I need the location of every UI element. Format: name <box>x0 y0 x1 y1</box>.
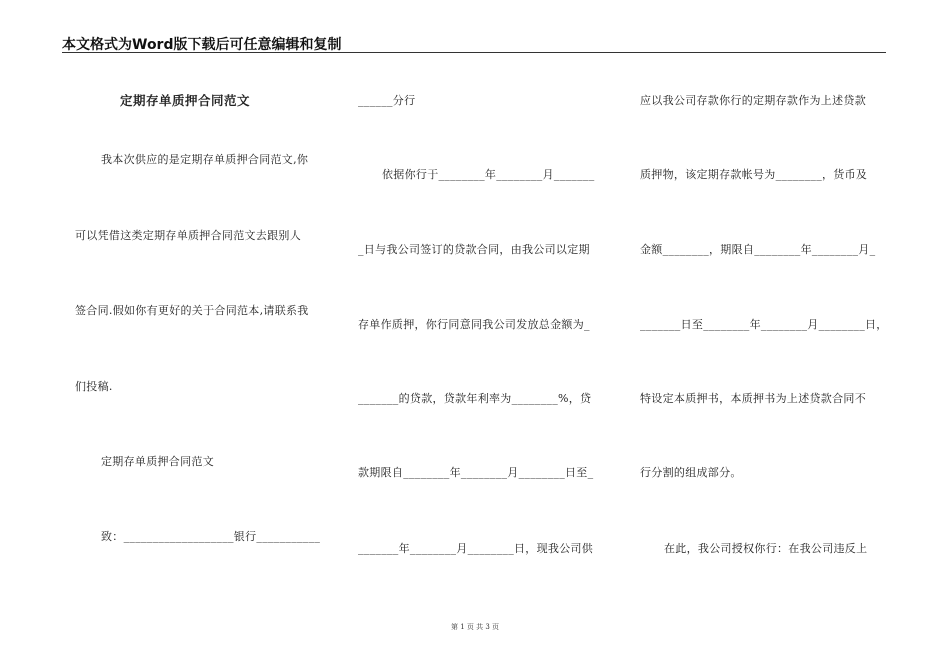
addressee-line: 致：___________________银行___________ <box>101 530 321 543</box>
paragraph-line: 我本次供应的是定期存单质押合同范文,你 <box>101 153 309 166</box>
header-title: 本文格式为Word版下载后可任意编辑和复制 <box>62 37 342 53</box>
paragraph-line: 存单作质押，你行同意同我公司发放总金额为_ <box>358 318 590 331</box>
paragraph-line: 行分割的组成部分。 <box>640 466 742 479</box>
paragraph-line: 们投稿. <box>75 380 113 393</box>
paragraph-line: _日与我公司签订的贷款合同，由我公司以定期 <box>358 243 590 256</box>
paragraph-line: 质押物，该定期存款帐号为________，货币及 <box>640 168 868 181</box>
header-rule <box>62 52 886 53</box>
subtitle-line: 定期存单质押合同范文 <box>101 455 214 468</box>
paragraph-line: _______日至________年________月________日， <box>640 318 888 331</box>
paragraph-line: _______的贷款，贷款年利率为________%，贷 <box>358 392 592 405</box>
paragraph-line: 应以我公司存款你行的定期存款作为上述贷款 <box>640 94 866 107</box>
paragraph-line: 特设定本质押书，本质押书为上述贷款合同不 <box>640 392 866 405</box>
paragraph-line: ______分行 <box>358 94 416 107</box>
paragraph-line: 签合同.假如你有更好的关于合同范本,请联系我 <box>75 304 309 317</box>
paragraph-line: 金额________，期限自________年________月_ <box>640 243 876 256</box>
page-number: 第 1 页 共 3 页 <box>450 623 500 631</box>
paragraph-line: 在此，我公司授权你行：在我公司违反上 <box>664 542 868 555</box>
paragraph-line: _______年________月________日，现我公司供 <box>358 542 594 555</box>
paragraph-line: 可以凭借这类定期存单质押合同范文去跟别人 <box>75 229 301 242</box>
paragraph-line: 款期限自________年________月________日至_ <box>358 466 594 479</box>
paragraph-line: 依据你行于________年________月_______ <box>382 168 595 181</box>
document-title: 定期存单质押合同范文 <box>120 93 251 108</box>
